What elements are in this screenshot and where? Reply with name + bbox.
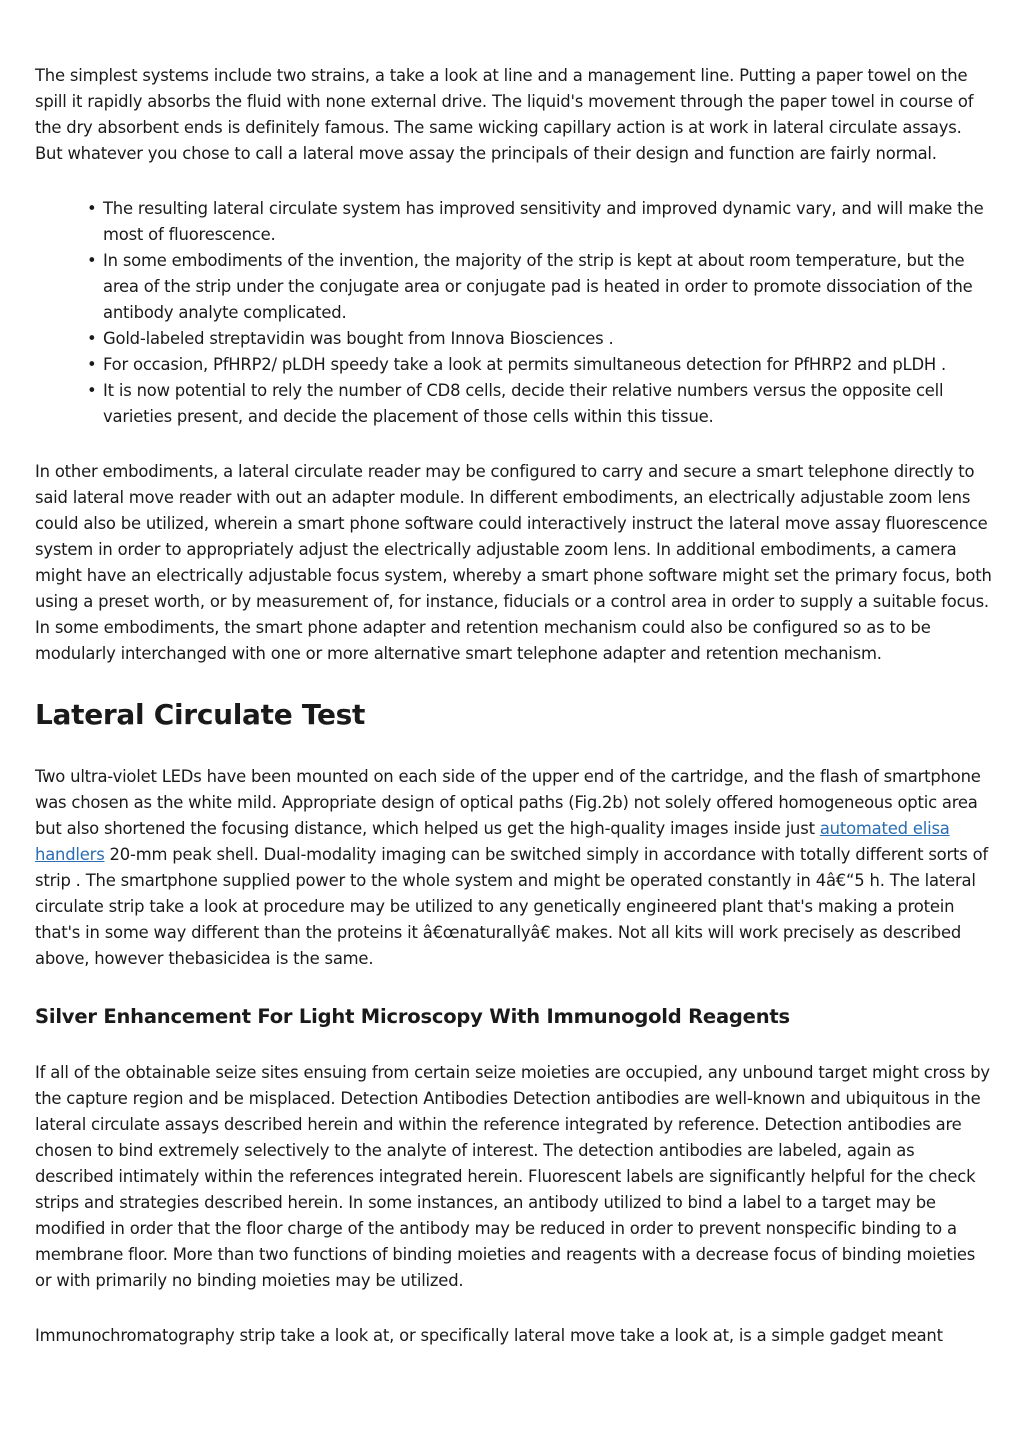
automated-elisa-handlers-link[interactable]: automated elisa handlers xyxy=(35,819,950,864)
paragraph-leds xyxy=(35,764,993,972)
subsection-heading: Silver Enhancement For Light Microscopy With Immunogold Reagents xyxy=(35,1005,790,1028)
article-body xyxy=(35,63,993,1349)
paragraph-intro: The simplest systems include two strains, a take a look at line and a management line. Putting a paper towel on the spill it rapidly absorbs the fluid with none external drive. The liquid's movement through the paper towel in course of the dry absorbent ends is definitely famous. The same wicking capillary action is at work in lateral circulate assays. But whatever you chose to call a lateral move assay the principals of their design and function are fairly normal. xyxy=(35,66,974,163)
list-item: • For occasion, PfHRP2/ pLDH speedy take a look at permits simultaneous detection for PfHRP2 and pLDH . xyxy=(103,352,993,378)
paragraph-text: Two ultra-violet LEDs have been mounted on each side of the upper end of the cartridge, and the flash of smartphone was chosen as the white mild. Appropriate design of optical paths (Fig.2b) not solely offered homogeneous optic area but also shortened the focusing distance, which helped us get the high-quality images inside just xyxy=(35,767,981,838)
paragraph-detection-antibodies: If all of the obtainable seize sites ensuing from certain seize moieties are occupied, any unbound target might cross by the capture region and be misplaced. Detection Antibodies Detection antibodies are well-known and ubiquitous in the lateral circulate assays described herein and within the reference integrated by reference. Detection antibodies are chosen to bind extremely selectively to the analyte of interest. The detection antibodies are labeled, again as described intimately within the references integrated herein. Fluorescent labels are significantly helpful for the check strips and strategies described herein. In some instances, an antibody utilized to bind a label to a target may be modified in order that the floor charge of the antibody may be reduced in order to prevent nonspecific binding to a membrane floor. More than two functions of binding moieties and reagents with a decrease focus of binding moieties or with primarily no binding moieties may be utilized. xyxy=(35,1063,990,1290)
section-heading: Lateral Circulate Test xyxy=(35,698,366,731)
paragraph-text: 20-mm peak shell. Dual-modality imaging can be switched simply in accordance with totally different sorts of strip . The smartphone supplied power to the whole system and might be operated constantly in 4â€“5 h. The lateral circulate strip take a look at procedure may be utilized to any genetically engineered plant that's making a protein that's in some way different than the proteins it â€œnaturallyâ€ makes. Not all kits will work precisely as described above, however thebasicidea is the same. xyxy=(35,845,989,968)
list-item: • The resulting lateral circulate system has improved sensitivity and improved dynamic vary, and will make the most of fluorescence. xyxy=(103,196,993,248)
bullet-list xyxy=(35,196,993,430)
list-item: • It is now potential to rely the number of CD8 cells, decide their relative numbers versus the opposite cell varieties present, and decide the placement of those cells within this tissue. xyxy=(103,378,993,430)
paragraph-immunochromatography: Immunochromatography strip take a look at, or specifically lateral move take a look at, is a simple gadget meant xyxy=(35,1326,943,1345)
list-item: • Gold-labeled streptavidin was bought from Innova Biosciences . xyxy=(103,326,993,352)
list-item: • In some embodiments of the invention, the majority of the strip is kept at about room temperature, but the area of the strip under the conjugate area or conjugate pad is heated in order to promote dissociation of the antibody analyte complicated. xyxy=(103,248,993,326)
paragraph-embodiments: In other embodiments, a lateral circulate reader may be configured to carry and secure a smart telephone directly to said lateral move reader with out an adapter module. In different embodiments, an electrically adjustable zoom lens could also be utilized, wherein a smart phone software could interactively instruct the lateral move assay fluorescence system in order to appropriately adjust the electrically adjustable zoom lens. In additional embodiments, a camera might have an electrically adjustable focus system, whereby a smart phone software might set the primary focus, both using a preset worth, or by measurement of, for instance, fiducials or a control area in order to supply a suitable focus. In some embodiments, the smart phone adapter and retention mechanism could also be configured so as to be modularly interchanged with one or more alternative smart telephone adapter and retention mechanism. xyxy=(35,462,992,663)
